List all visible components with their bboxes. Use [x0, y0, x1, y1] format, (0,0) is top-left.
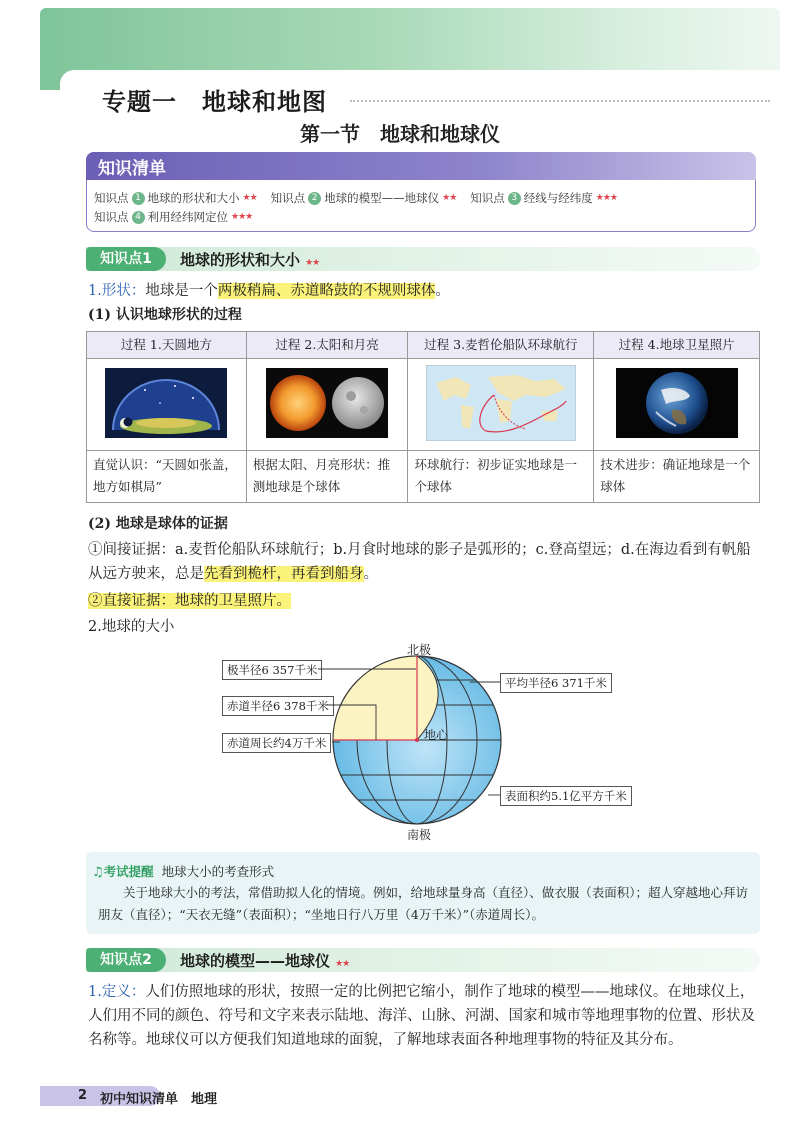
evidence-indirect-text: ①间接证据：a.麦哲伦船队环球航行；b.月食时地球的影子是弧形的；c.登高望远；d.在海边看到有帆船从远方驶来，总是	[88, 542, 751, 582]
checklist-item-text: 地球的形状和大小	[147, 191, 240, 205]
kp1-sub1: (1) 认识地球形状的过程	[88, 307, 242, 323]
star-rating-icon: ★★★	[595, 193, 617, 203]
equatorial-radius-callout: 赤道半径6 378千米	[222, 696, 334, 716]
process-text-3: 环球航行：初步证实地球是一个球体	[408, 451, 594, 503]
process-text-1: 直觉认识：“天圆如张盖，地方如棋局”	[87, 451, 247, 503]
star-rating-icon: ★★	[242, 193, 257, 203]
south-pole-label: 南极	[407, 828, 432, 842]
exam-tip-heading	[92, 862, 274, 880]
evidence-direct-highlight: ②直接证据：地球的卫星照片。	[88, 593, 291, 609]
checklist-item-label: 知识点	[94, 191, 129, 205]
process-header-1: 过程 1.天圆地方	[87, 332, 247, 359]
star-rating-icon: ★★	[442, 193, 457, 203]
shape-highlight: 两极稍扁、赤道略鼓的不规则球体	[217, 283, 436, 299]
exam-tip-label-text: 考试提醒	[103, 864, 154, 879]
topic-title: 专题一 地球和地图	[102, 88, 327, 116]
number-badge: 3	[508, 192, 521, 205]
kp1-tag: 知识点1	[86, 247, 166, 271]
exam-tip-title: 地球大小的考查形式	[161, 864, 275, 879]
evidence-indirect-highlight: 先看到桅杆，再看到船身	[204, 566, 364, 582]
star-rating-icon: ★★★	[231, 212, 253, 222]
evidence-indirect-end: 。	[363, 566, 378, 582]
kp2-title: 地球的模型——地球仪	[180, 952, 331, 970]
exam-tip-body: 关于地球大小的考法，常借助拟人化的情境。例如，给地球量身高（直径）、做衣服（表面积）；超人穿越地心拜访朋友（直径）；“天衣无缝”（表面积）；“坐地日行八万里（4万千米）”（赤道周长）。	[98, 885, 749, 922]
kp1-sub2: (2) 地球是球体的证据	[88, 516, 228, 532]
size-title: 2.地球的大小	[88, 619, 175, 635]
mean-radius-callout: 平均半径6 371千米	[500, 673, 612, 693]
process-header-3: 过程 3.麦哲伦船队环球航行	[408, 332, 594, 359]
exam-tip-label	[92, 862, 154, 880]
number-badge: 2	[308, 192, 321, 205]
number-badge: 4	[132, 211, 145, 224]
page-number: 2	[78, 1088, 88, 1103]
kp2-tag: 知识点2	[86, 948, 166, 972]
checklist-item-text: 地球的模型——地球仪	[324, 191, 440, 205]
bell-icon: ♫	[92, 865, 104, 880]
process-text-4: 技术进步：确证地球是一个球体	[594, 451, 760, 503]
kp1-title: 地球的形状和大小	[180, 251, 301, 269]
kp2-heading	[180, 950, 349, 971]
surface-area-callout: 表面积约5.1亿平方千米	[500, 786, 632, 806]
shape-text: 地球是一个	[145, 283, 218, 299]
checklist-item-text: 利用经纬网定位	[147, 210, 228, 224]
equator-length-callout: 赤道周长约4万千米	[222, 733, 331, 753]
shape-end: 。	[435, 283, 450, 299]
checklist-item-label: 知识点	[270, 191, 306, 205]
checklist-item-text: 经线与经纬度	[523, 191, 593, 205]
definition-text: 人们仿照地球的形状，按照一定的比例把它缩小，制作了地球的模型——地球仪。在地球仪上，人们用不同的颜色、符号和文字来表示陆地、海洋、山脉、河湖、国家和城市等地理事物的位置、形状及名称等。地球仪可以方便我们知道地球的面貌，了解地球表面各种地理事物的特征及其分布。	[88, 984, 755, 1048]
checklist-item-label: 知识点	[94, 210, 129, 224]
process-text-2: 根据太阳、月亮形状：推测地球是个球体	[246, 451, 408, 503]
definition-label: 1.定义：	[88, 984, 146, 1000]
shape-label: 1.形状：	[88, 283, 146, 299]
earth-center-label: 地心	[424, 728, 449, 742]
star-rating-icon: ★★	[335, 959, 350, 969]
polar-radius-callout: 极半径6 357千米	[222, 660, 322, 680]
book-title: 初中知识清单 地理	[100, 1092, 218, 1107]
kp2-definition	[88, 980, 764, 1052]
north-pole-label: 北极	[407, 643, 432, 657]
process-header-2: 过程 2.太阳和月亮	[246, 332, 408, 359]
process-header-4: 过程 4.地球卫星照片	[594, 332, 760, 359]
number-badge: 1	[132, 192, 145, 205]
checklist-title: 知识清单	[98, 159, 166, 179]
checklist-item-label: 知识点	[470, 191, 505, 205]
star-rating-icon: ★★	[305, 258, 320, 268]
section-title: 第一节 地球和地球仪	[300, 122, 500, 146]
